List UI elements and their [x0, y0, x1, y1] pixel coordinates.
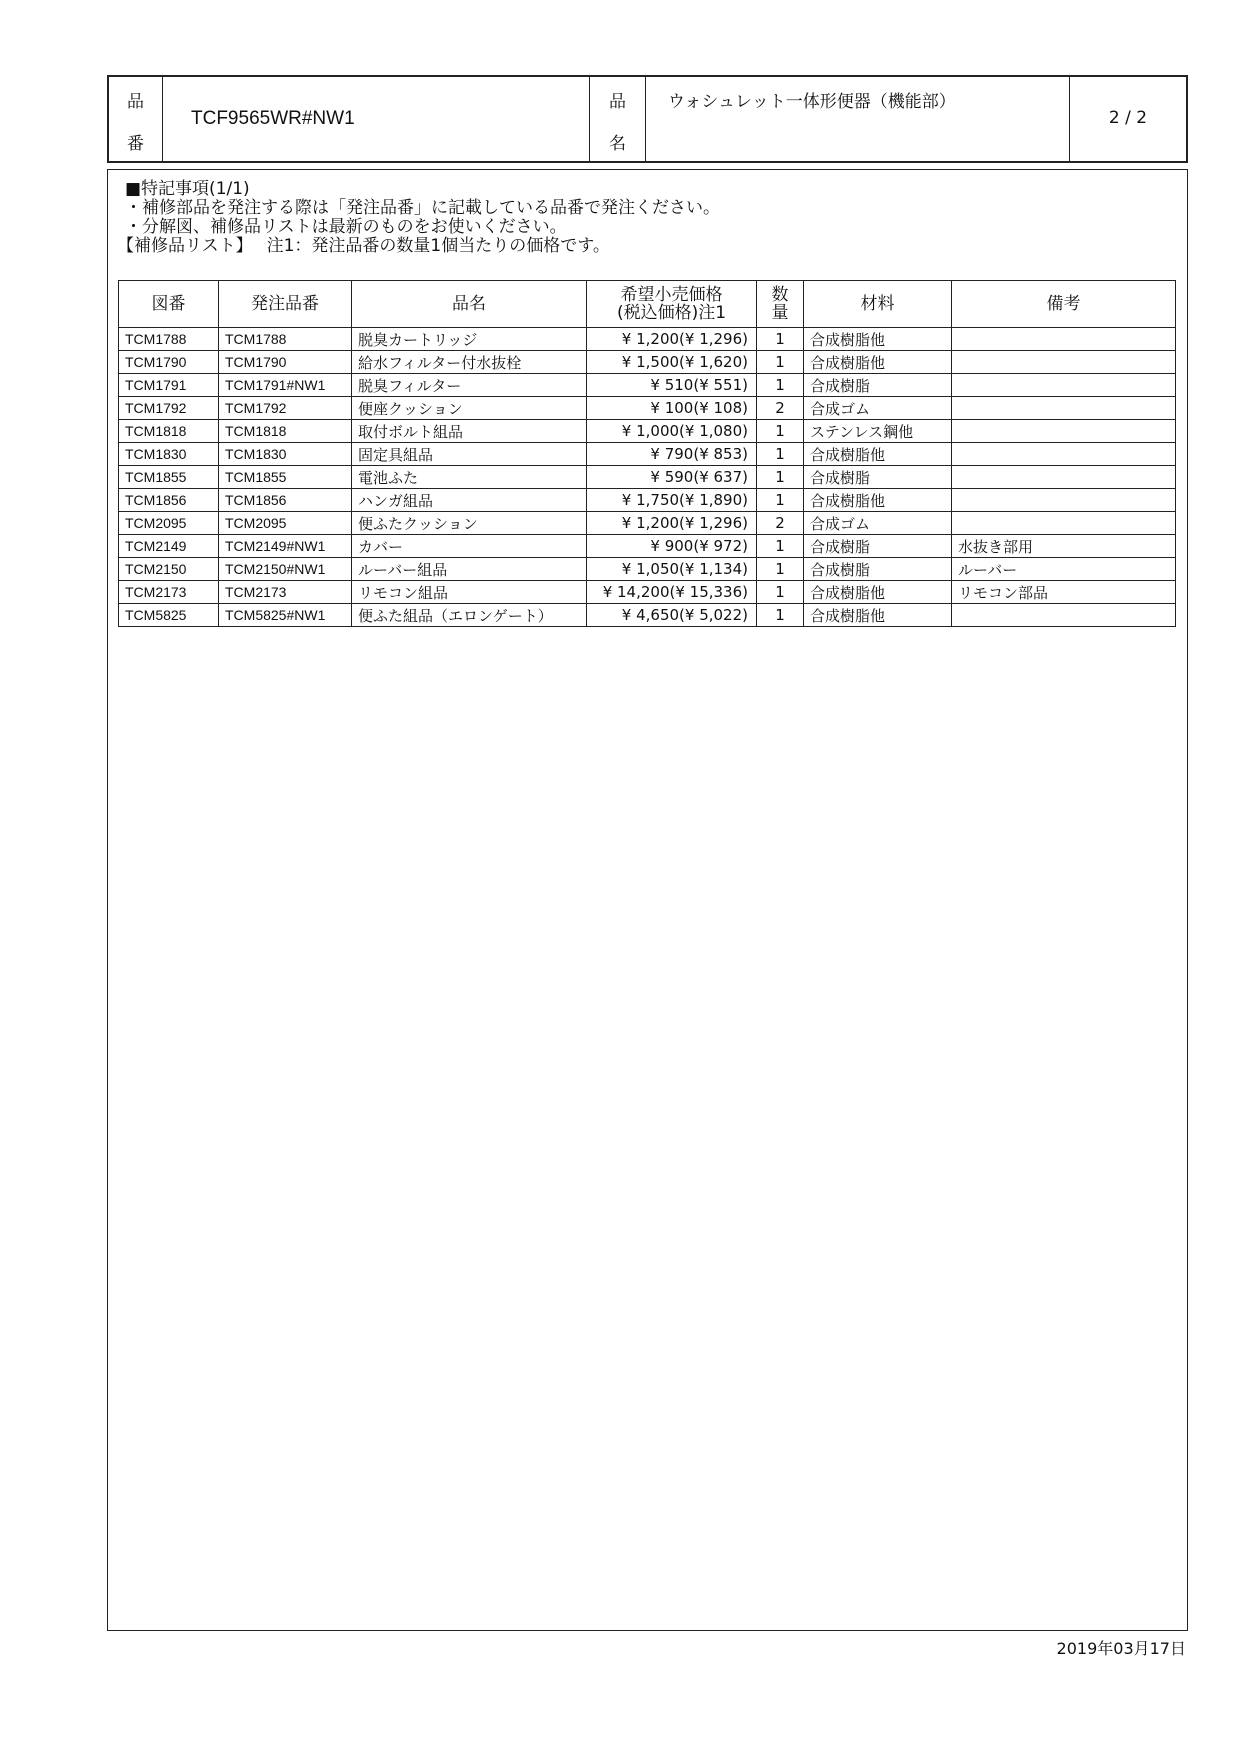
remarks: 水抜き部用 — [952, 535, 1176, 558]
qty: 1 — [757, 443, 804, 466]
price: ¥ 1,750(¥ 1,890) — [587, 489, 757, 512]
col-fig-no: 図番 — [119, 281, 219, 328]
table-row — [119, 535, 1176, 558]
qty: 1 — [757, 420, 804, 443]
notes-line-2: ・分解図、補修品リストは最新のものをお使いください。 — [125, 217, 567, 237]
order-no: TCM1856 — [219, 489, 352, 512]
order-no: TCM1818 — [219, 420, 352, 443]
part-no-cell — [163, 77, 590, 161]
name-label-1: 品 — [609, 92, 626, 112]
table-header-row — [119, 281, 1176, 328]
part-name: カバー — [352, 535, 587, 558]
col-price — [587, 281, 757, 328]
order-no: TCM1791#NW1 — [219, 374, 352, 397]
material: 合成樹脂他 — [804, 581, 952, 604]
notes-line-1: ・補修部品を発注する際は「発注品番」に記載している品番で発注ください。 — [125, 198, 720, 218]
material: 合成樹脂 — [804, 558, 952, 581]
material: 合成樹脂他 — [804, 604, 952, 627]
part-no: TCF9565WR#NW1 — [191, 108, 355, 129]
qty: 1 — [757, 328, 804, 351]
price: ¥ 1,200(¥ 1,296) — [587, 328, 757, 351]
fig-no: TCM1791 — [119, 374, 219, 397]
product-name-cell — [646, 77, 1070, 161]
material: ステンレス鋼他 — [804, 420, 952, 443]
qty: 1 — [757, 558, 804, 581]
table-row — [119, 466, 1176, 489]
order-no: TCM5825#NW1 — [219, 604, 352, 627]
page-cell — [1070, 77, 1186, 161]
order-no: TCM2173 — [219, 581, 352, 604]
price: ¥ 900(¥ 972) — [587, 535, 757, 558]
order-no: TCM1788 — [219, 328, 352, 351]
remarks — [952, 397, 1176, 420]
part-name: リモコン組品 — [352, 581, 587, 604]
order-no: TCM2149#NW1 — [219, 535, 352, 558]
document-date: 2019年03月17日 — [1056, 1639, 1186, 1658]
remarks — [952, 512, 1176, 535]
order-no: TCM1855 — [219, 466, 352, 489]
qty: 1 — [757, 535, 804, 558]
order-no: TCM1792 — [219, 397, 352, 420]
part-no-label-2: 番 — [127, 134, 144, 154]
header-box — [107, 75, 1188, 163]
col-name: 品名 — [352, 281, 587, 328]
part-name: 便ふた組品（エロンゲート） — [352, 604, 587, 627]
price: ¥ 510(¥ 551) — [587, 374, 757, 397]
qty: 1 — [757, 466, 804, 489]
col-qty-line-2: 量 — [771, 303, 789, 323]
remarks — [952, 443, 1176, 466]
qty: 1 — [757, 351, 804, 374]
price: ¥ 1,050(¥ 1,134) — [587, 558, 757, 581]
col-qty — [757, 281, 804, 328]
col-qty-line-1: 数 — [771, 285, 789, 305]
fig-no: TCM1790 — [119, 351, 219, 374]
table-row — [119, 581, 1176, 604]
table-row — [119, 328, 1176, 351]
table-row — [119, 443, 1176, 466]
fig-no: TCM1788 — [119, 328, 219, 351]
material: 合成ゴム — [804, 397, 952, 420]
fig-no: TCM1855 — [119, 466, 219, 489]
col-price-line-1: 希望小売価格 — [620, 285, 723, 305]
part-name: ルーバー組品 — [352, 558, 587, 581]
material: 合成樹脂 — [804, 466, 952, 489]
table-row — [119, 604, 1176, 627]
table-row — [119, 558, 1176, 581]
fig-no: TCM1830 — [119, 443, 219, 466]
fig-no: TCM2095 — [119, 512, 219, 535]
part-name: 給水フィルター付水抜栓 — [352, 351, 587, 374]
price: ¥ 790(¥ 853) — [587, 443, 757, 466]
order-no: TCM2150#NW1 — [219, 558, 352, 581]
price: ¥ 1,200(¥ 1,296) — [587, 512, 757, 535]
table-row — [119, 397, 1176, 420]
fig-no: TCM2150 — [119, 558, 219, 581]
qty: 2 — [757, 512, 804, 535]
remarks — [952, 604, 1176, 627]
col-remarks: 備考 — [952, 281, 1176, 328]
col-material: 材料 — [804, 281, 952, 328]
part-name: 脱臭カートリッジ — [352, 328, 587, 351]
table-row — [119, 374, 1176, 397]
remarks — [952, 374, 1176, 397]
price: ¥ 4,650(¥ 5,022) — [587, 604, 757, 627]
part-name: ハンガ組品 — [352, 489, 587, 512]
fig-no: TCM1818 — [119, 420, 219, 443]
parts-list-title: 【補修品リスト】 注1：発注品番の数量1個当たりの価格です。 — [117, 236, 610, 256]
remarks — [952, 328, 1176, 351]
fig-no: TCM1792 — [119, 397, 219, 420]
part-name: 脱臭フィルター — [352, 374, 587, 397]
table-row — [119, 420, 1176, 443]
order-no: TCM2095 — [219, 512, 352, 535]
notes-title: ■特記事項(1/1) — [125, 179, 250, 199]
fig-no: TCM5825 — [119, 604, 219, 627]
part-name: 便ふたクッション — [352, 512, 587, 535]
remarks — [952, 420, 1176, 443]
page-number: 2 / 2 — [1108, 108, 1148, 128]
price: ¥ 1,000(¥ 1,080) — [587, 420, 757, 443]
price: ¥ 1,500(¥ 1,620) — [587, 351, 757, 374]
price: ¥ 590(¥ 637) — [587, 466, 757, 489]
material: 合成樹脂 — [804, 374, 952, 397]
material: 合成樹脂他 — [804, 443, 952, 466]
order-no: TCM1790 — [219, 351, 352, 374]
material: 合成ゴム — [804, 512, 952, 535]
material: 合成樹脂他 — [804, 351, 952, 374]
material: 合成樹脂 — [804, 535, 952, 558]
material: 合成樹脂他 — [804, 328, 952, 351]
name-label-cell — [590, 77, 646, 161]
fig-no: TCM2149 — [119, 535, 219, 558]
price: ¥ 14,200(¥ 15,336) — [587, 581, 757, 604]
remarks: ルーバー — [952, 558, 1176, 581]
product-name: ウォシュレット一体形便器（機能部） — [668, 92, 956, 112]
remarks — [952, 466, 1176, 489]
fig-no: TCM1856 — [119, 489, 219, 512]
qty: 1 — [757, 581, 804, 604]
qty: 1 — [757, 374, 804, 397]
table-row — [119, 489, 1176, 512]
part-name: 取付ボルト組品 — [352, 420, 587, 443]
part-name: 電池ふた — [352, 466, 587, 489]
qty: 1 — [757, 489, 804, 512]
order-no: TCM1830 — [219, 443, 352, 466]
name-label-2: 名 — [609, 134, 626, 154]
part-no-label-1: 品 — [127, 92, 144, 112]
price: ¥ 100(¥ 108) — [587, 397, 757, 420]
qty: 2 — [757, 397, 804, 420]
notes-section — [117, 180, 720, 256]
col-order-no: 発注品番 — [219, 281, 352, 328]
col-price-line-2: (税込価格)注1 — [616, 303, 727, 323]
qty: 1 — [757, 604, 804, 627]
remarks: リモコン部品 — [952, 581, 1176, 604]
part-no-label-cell — [109, 77, 163, 161]
remarks — [952, 489, 1176, 512]
part-name: 固定具組品 — [352, 443, 587, 466]
table-row — [119, 351, 1176, 374]
parts-table — [118, 280, 1176, 627]
remarks — [952, 351, 1176, 374]
material: 合成樹脂他 — [804, 489, 952, 512]
part-name: 便座クッション — [352, 397, 587, 420]
table-row — [119, 512, 1176, 535]
fig-no: TCM2173 — [119, 581, 219, 604]
